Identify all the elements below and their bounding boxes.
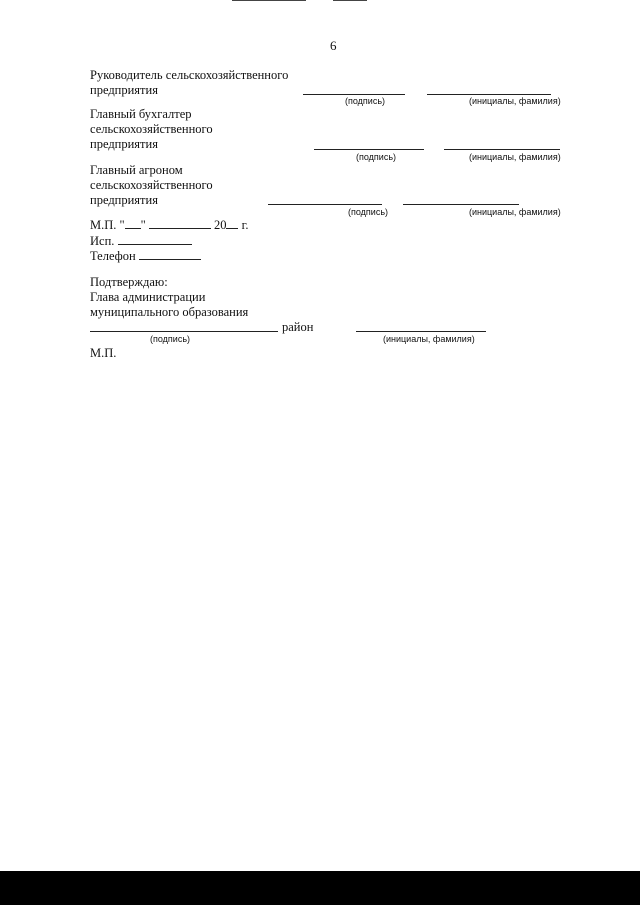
phone-label: Телефон xyxy=(90,249,136,263)
phone-row xyxy=(90,248,201,264)
confirm-line2: Глава администрации xyxy=(90,290,206,304)
agronomist-title-line3: предприятия xyxy=(90,193,158,207)
date-year-suffix: г. xyxy=(241,218,249,232)
head-title-line2: предприятия xyxy=(90,83,158,97)
phone-blank xyxy=(139,248,201,260)
head-name-line xyxy=(427,94,551,95)
confirm-signature-caption: (подпись) xyxy=(150,334,191,344)
accountant-title-line2: сельскохозяйственного xyxy=(90,122,213,136)
agronomist-title-line2: сельскохозяйственного xyxy=(90,178,213,192)
date-year-prefix: 20 xyxy=(213,218,227,232)
confirm-line3: муниципального образования xyxy=(90,305,249,319)
confirm-name-line xyxy=(356,331,486,332)
accountant-signature-caption: (подпись) xyxy=(356,152,397,162)
executor-label: Исп. xyxy=(90,234,115,248)
accountant-name-line xyxy=(444,149,560,150)
stamp-date-row xyxy=(90,217,248,233)
head-signature-line xyxy=(303,94,405,95)
confirm-name-caption: (инициалы, фамилия) xyxy=(383,334,475,344)
stamp-date-mp-label: М.П. " xyxy=(90,218,125,232)
executor-blank xyxy=(118,233,192,245)
accountant-signature-line xyxy=(314,149,424,150)
date-year-blank xyxy=(226,217,238,229)
confirm-line1: Подтверждаю: xyxy=(90,275,168,289)
head-signature-caption: (подпись) xyxy=(345,96,386,106)
accountant-title-line3: предприятия xyxy=(90,137,158,151)
accountant-name-caption: (инициалы, фамилия) xyxy=(469,152,561,162)
agronomist-name-caption: (инициалы, фамилия) xyxy=(469,207,561,217)
top-fragment-line xyxy=(232,0,306,1)
confirm-stamp-label: М.П. xyxy=(90,346,117,360)
confirm-signature-line xyxy=(90,331,278,332)
head-name-caption: (инициалы, фамилия) xyxy=(469,96,561,106)
executor-row xyxy=(90,233,192,249)
accountant-title-line1: Главный бухгалтер xyxy=(90,107,192,121)
scan-bottom-border xyxy=(0,871,640,905)
stamp-date-quote-close: " xyxy=(140,218,146,232)
agronomist-name-line xyxy=(403,204,519,205)
agronomist-signature-caption: (подпись) xyxy=(348,207,389,217)
confirm-district-label: район xyxy=(282,320,314,334)
date-month-blank xyxy=(149,217,211,229)
agronomist-signature-line xyxy=(268,204,382,205)
page-number: 6 xyxy=(330,38,337,53)
head-title-line1: Руководитель сельскохозяйственного xyxy=(90,68,289,82)
agronomist-title-line1: Главный агроном xyxy=(90,163,183,177)
date-day-blank xyxy=(125,217,141,229)
top-fragment-line xyxy=(333,0,367,1)
